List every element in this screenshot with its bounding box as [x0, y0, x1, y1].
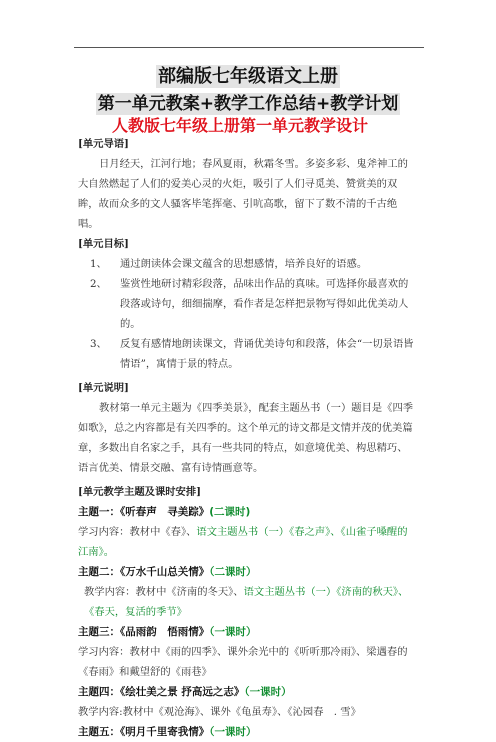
main-title: 部编版七年级语文上册 [158, 66, 338, 87]
topic-hours: （二课时） [209, 566, 257, 578]
topic-hours: (二课时) [209, 506, 251, 518]
section-heading-guide: [单元导语] [78, 138, 129, 150]
topic-content: 学习内容：教材中《春》、语文主题丛书（一）《春之声》、《山雀子嗓醒的江南》。 [78, 526, 408, 558]
sub-title: 第一单元教案+教学工作总结+教学计划 [97, 94, 399, 114]
goal-number: 1、 [90, 258, 107, 270]
goal-number: 2、 [90, 278, 107, 290]
topic-content: 学习内容：教材中《雨的四季》、课外余光中的《听听那冷雨》、梁遇春的《春雨》和戴望舒的《雨巷》 [78, 646, 408, 678]
topic-hours: （一课时） [244, 686, 292, 698]
topic-content: 教学内容：教材中《济南的冬天》、语文主题丛书（一）《济南的秋天》、《春天，复活的季节》 [84, 586, 409, 618]
goal-text: 鉴赏性地研讨精彩段落，品味出作品的真味。可选择你最喜欢的段落或诗句，细细揣摩，看作者是怎样把景物写得如此优美动人的。 [120, 278, 409, 330]
red-title: 人教版七年级上册第一单元教学设计 [112, 116, 369, 135]
goal-text: 通过朗读体会课文蕴含的思想感情，培养良好的语感。 [120, 258, 368, 270]
topic-content: 教学内容:教材中《观沧海》、课外《龟虽寿》、《沁园春 . 雪》 [78, 706, 361, 718]
topic-hours: （一课时） [209, 726, 257, 738]
document-body [78, 134, 416, 742]
section-heading-arrange: [单元教学主题及课时安排] [78, 486, 202, 498]
goal-number: 3、 [90, 338, 107, 350]
section-heading-explain: [单元说明] [78, 382, 129, 394]
topic-hours: （一课时） [209, 626, 257, 638]
goal-item [78, 334, 416, 374]
topic-title: 主题一：《听春声 寻美踪》(二课时) [78, 506, 251, 518]
topic-title: 主题四：《绘壮美之景 抒高远之志》（一课时） [78, 686, 292, 698]
explain-paragraph: 教材第一单元主题为《四季美景》，配套主题丛书（一）题目是《四季如歌》，总之内容都是有关四季的。这个单元的诗文都是文情并茂的优美篇章，多数出自名家之手，具有一些共同的特点，如意境优美、构思精巧、语言优美、情景交融、富有诗情画意等。 [78, 402, 414, 474]
topic-title: 主题二：《万水千山总关情》（二课时） [78, 566, 257, 578]
goal-item [78, 274, 416, 334]
topic-title: 主题三：《品雨韵 悟雨情》（一课时） [78, 626, 257, 638]
goal-item [78, 254, 416, 274]
header-rule [74, 47, 424, 48]
topic-title: 主题五：《明月千里寄我情》（一课时） [78, 726, 257, 738]
section-heading-goals: [单元目标] [78, 238, 129, 250]
goal-text: 反复有感情地朗读课文，背诵优美诗句和段落，体会“一切景语皆情语”，寓情于景的特点。 [120, 338, 414, 370]
guide-paragraph: 日月经天，江河行地；春风夏雨，秋霜冬雪。多姿多彩、鬼斧神工的大自然燃起了人们的爱美心灵的火炬，吸引了人们寻觅美、赞赏美的双眸，故而众多的文人骚客毕笔挥毫、引吭高歌，留下了数不清的千古绝唱。 [78, 158, 408, 230]
